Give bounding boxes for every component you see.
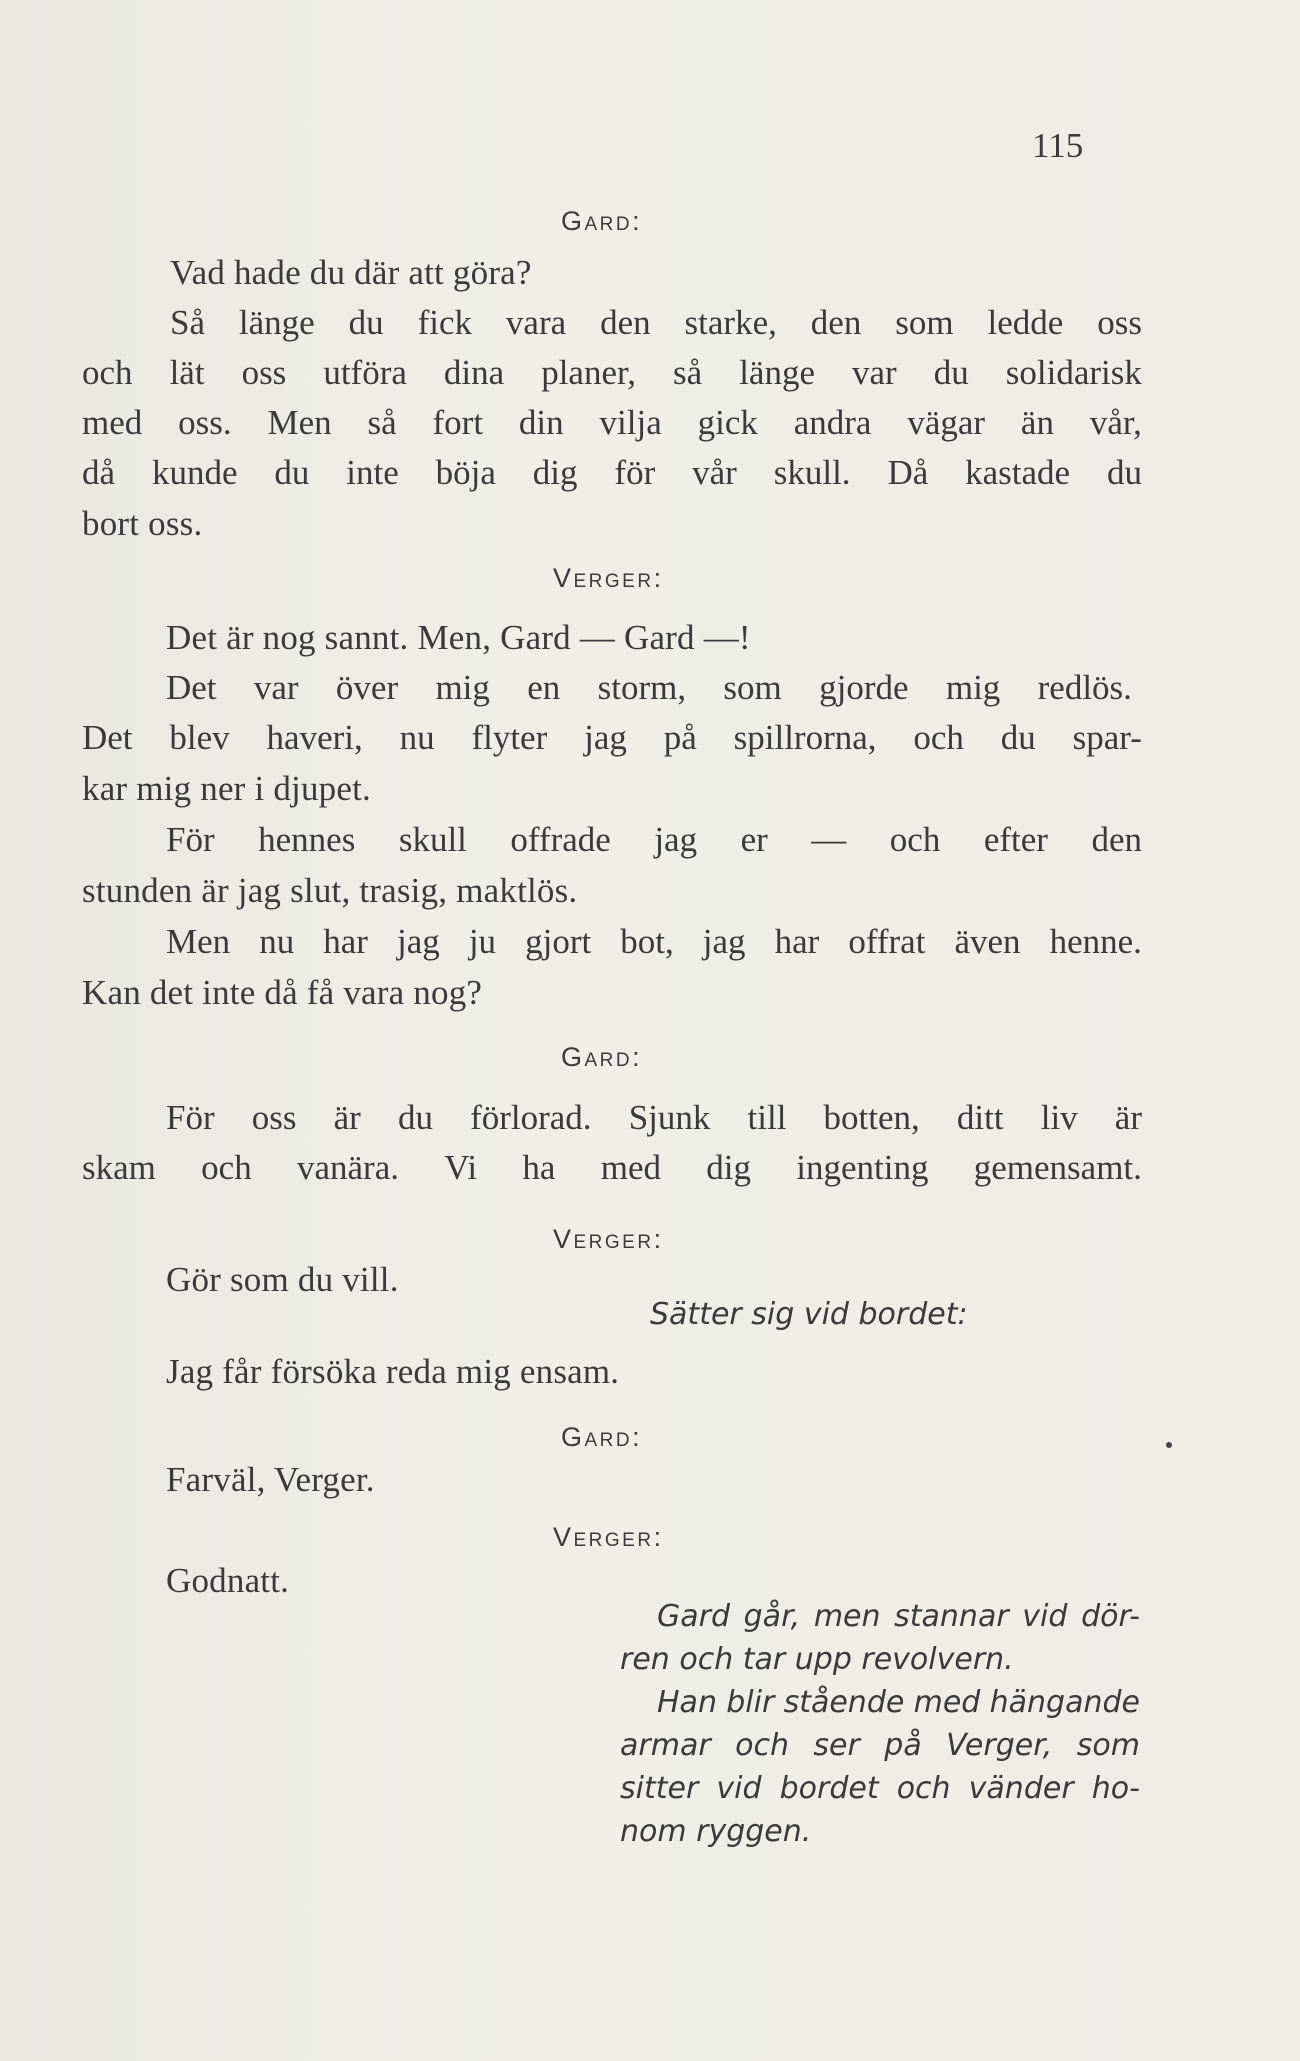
word: och	[889, 820, 941, 859]
speaker-verger: Verger:	[553, 563, 664, 593]
word: du	[933, 353, 969, 392]
stage-direction: Sätter sig vid bordet:	[650, 1297, 968, 1332]
word: ingenting	[796, 1148, 929, 1187]
word: stående	[783, 1685, 905, 1720]
dialogue-line	[82, 455, 1142, 490]
dialogue-line	[170, 305, 1142, 340]
word: ha	[522, 1148, 556, 1187]
speaker-gard: Gard:	[561, 1422, 643, 1452]
word: kastade	[965, 453, 1071, 492]
word: vägar	[907, 403, 986, 442]
dialogue-line	[166, 924, 1142, 959]
word: Men	[166, 922, 231, 961]
word: har	[323, 922, 368, 961]
dialogue-line: kar mig ner i djupet.	[82, 769, 371, 808]
word: oss	[1097, 303, 1142, 342]
word: vid	[1022, 1599, 1068, 1634]
word: fick	[417, 303, 472, 342]
word: Gard	[657, 1599, 731, 1634]
word: den	[810, 303, 862, 342]
word: Sjunk	[628, 1098, 711, 1137]
stage-direction	[620, 1728, 1140, 1763]
speaker-gard: Gard:	[561, 1042, 643, 1072]
word: var	[852, 353, 897, 392]
word: med	[913, 1685, 981, 1720]
word: än	[1020, 403, 1054, 442]
word: jag	[584, 718, 627, 757]
word: Det	[82, 718, 133, 757]
word: med	[600, 1148, 661, 1187]
word: utföra	[323, 353, 407, 392]
word: med	[82, 403, 143, 442]
word: är	[1114, 1098, 1142, 1137]
word: du	[348, 303, 384, 342]
word: ser	[813, 1728, 860, 1763]
word: efter	[983, 820, 1048, 859]
page-number: 115	[1032, 126, 1084, 165]
word: vår	[692, 453, 737, 492]
stage-direction	[657, 1685, 1140, 1720]
word: som	[723, 668, 782, 707]
dialogue-line: Gör som du vill.	[166, 1260, 399, 1299]
word: storm,	[597, 668, 687, 707]
stage-direction	[657, 1599, 1140, 1634]
word: För	[166, 1098, 215, 1137]
word: som	[895, 303, 954, 342]
word: jag	[397, 922, 440, 961]
word: henne.	[1049, 922, 1142, 961]
word: ju	[468, 922, 497, 961]
word: ledde	[987, 303, 1064, 342]
word: Då	[887, 453, 929, 492]
word: den	[600, 303, 651, 342]
dialogue-line: stunden är jag slut, trasig, maktlös.	[82, 871, 578, 910]
word: sitter	[620, 1771, 699, 1806]
word: fort	[432, 403, 484, 442]
word: offrade	[510, 820, 611, 859]
dialogue-line	[82, 720, 1142, 755]
word: nu	[399, 718, 435, 757]
word: starke,	[684, 303, 777, 342]
word: även	[954, 922, 1021, 961]
word: länge	[238, 303, 315, 342]
word: Verger,	[946, 1728, 1053, 1763]
word: dig	[706, 1148, 751, 1187]
word: skull	[398, 820, 467, 859]
word: så	[367, 403, 397, 442]
word: hennes	[258, 820, 356, 859]
word: du	[1106, 453, 1142, 492]
word: den	[1091, 820, 1142, 859]
dialogue-line: Vad hade du där att göra?	[170, 253, 532, 292]
word: haveri,	[266, 718, 363, 757]
word: nu	[259, 922, 295, 961]
word: botten,	[823, 1098, 920, 1137]
word: dina	[443, 353, 505, 392]
word: vår,	[1089, 403, 1142, 442]
word: skull.	[773, 453, 851, 492]
dialogue-line	[166, 822, 1142, 857]
word: böja	[435, 453, 496, 492]
word: oss	[251, 1098, 297, 1137]
word: till	[747, 1098, 787, 1137]
dialogue-line	[82, 1150, 1142, 1185]
dialogue-line	[166, 1100, 1142, 1135]
word: dig	[532, 453, 578, 492]
word: men	[813, 1599, 881, 1634]
word: har	[774, 922, 820, 961]
dialogue-line: bort oss.	[82, 504, 203, 543]
word: på	[663, 718, 697, 757]
dialogue-line	[82, 405, 1142, 440]
word: spar-	[1072, 718, 1142, 757]
word: gick	[697, 403, 758, 442]
word: Han	[657, 1685, 717, 1720]
word: gemensamt.	[973, 1148, 1142, 1187]
word: så	[673, 353, 703, 392]
word: var	[253, 668, 299, 707]
dialogue-line: Farväl, Verger.	[166, 1460, 375, 1499]
word: jag	[702, 922, 746, 961]
stage-direction: nom ryggen.	[620, 1814, 812, 1849]
dialogue-line: Det är nog sannt. Men, Gard — Gard —!	[166, 618, 751, 657]
word: och	[735, 1728, 789, 1763]
word: vanära.	[296, 1148, 399, 1187]
word: lät	[169, 353, 205, 392]
word: planer,	[541, 353, 637, 392]
word: oss	[241, 353, 287, 392]
word: din	[518, 403, 564, 442]
stage-direction: ren och tar upp revolvern.	[620, 1642, 1014, 1677]
word: flyter	[471, 718, 548, 757]
word: ditt	[956, 1098, 1004, 1137]
word: på	[884, 1728, 922, 1763]
word: ho-	[1091, 1771, 1140, 1806]
word: vilja	[599, 403, 662, 442]
word: en	[527, 668, 561, 707]
dialogue-line	[82, 355, 1142, 390]
word: spillrorna,	[733, 718, 877, 757]
word: inte	[346, 453, 399, 492]
word: vänder	[968, 1771, 1074, 1806]
dialogue-line: Kan det inte då få vara nog?	[82, 973, 483, 1012]
word: länge	[739, 353, 815, 392]
word: mig	[435, 668, 490, 707]
word: och	[896, 1771, 951, 1806]
word: solidarisk	[1005, 353, 1142, 392]
speaker-verger: Verger:	[553, 1522, 664, 1552]
word: vara	[505, 303, 567, 342]
word: för	[614, 453, 656, 492]
word: du	[274, 453, 310, 492]
word: blev	[169, 718, 230, 757]
word: Vi	[444, 1148, 478, 1187]
word: och	[82, 353, 133, 392]
word: För	[166, 820, 215, 859]
word: du	[1000, 718, 1036, 757]
word: bot,	[620, 922, 674, 961]
word: blir	[726, 1685, 775, 1720]
word: då	[82, 453, 116, 492]
word: Men	[267, 403, 332, 442]
dialogue-line: Jag får försöka reda mig ensam.	[166, 1352, 620, 1391]
word: andra	[793, 403, 872, 442]
word: Så	[170, 303, 205, 342]
word: dör-	[1081, 1599, 1140, 1634]
word: skam	[82, 1148, 156, 1187]
word: som	[1076, 1728, 1140, 1763]
word: redlös.	[1037, 668, 1132, 707]
word: du	[397, 1098, 433, 1137]
word: gjorde	[819, 668, 909, 707]
word: förlorad.	[470, 1098, 592, 1137]
word: er	[740, 820, 768, 859]
word: offrat	[848, 922, 926, 961]
stray-mark	[1166, 1442, 1172, 1448]
word: går,	[743, 1599, 801, 1634]
word: liv	[1040, 1098, 1078, 1137]
word: Det	[166, 668, 217, 707]
word: över	[335, 668, 399, 707]
word: och	[913, 718, 964, 757]
word: armar	[620, 1728, 711, 1763]
word: bordet	[779, 1771, 879, 1806]
speaker-gard: Gard:	[561, 206, 643, 236]
speaker-verger: Verger:	[553, 1224, 664, 1254]
word: —	[811, 820, 847, 859]
word: hängande	[989, 1685, 1140, 1720]
word: mig	[945, 668, 1001, 707]
dialogue-line: Godnatt.	[166, 1561, 290, 1600]
word: jag	[654, 820, 698, 859]
word: stannar	[894, 1599, 1009, 1634]
word: och	[201, 1148, 252, 1187]
word: oss.	[178, 403, 232, 442]
word: vid	[716, 1771, 762, 1806]
word: är	[333, 1098, 361, 1137]
dialogue-line	[166, 670, 1132, 705]
stage-direction	[620, 1771, 1140, 1806]
word: gjort	[525, 922, 592, 961]
word: kunde	[151, 453, 238, 492]
